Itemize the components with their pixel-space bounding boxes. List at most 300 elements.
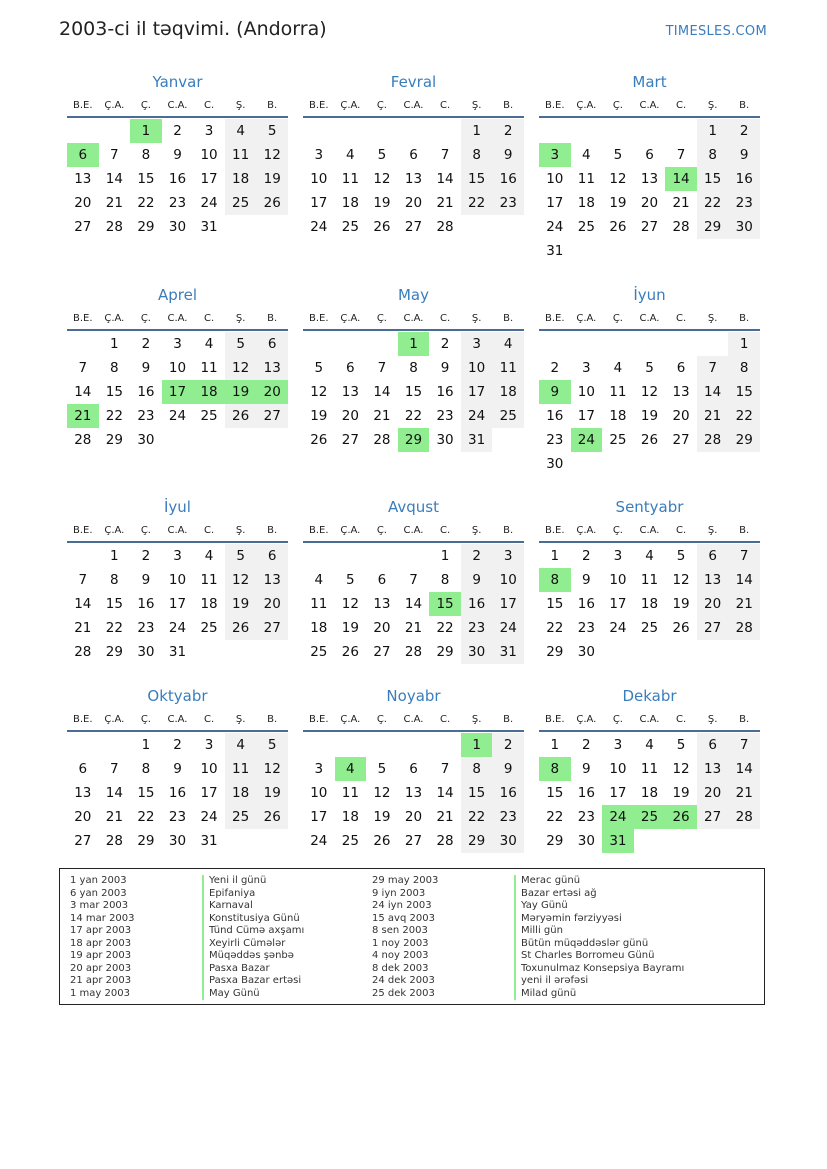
weekend-day-cell: 25 bbox=[225, 191, 257, 215]
day-cell: 10 bbox=[200, 761, 218, 777]
weekend-day-cell: 5 bbox=[256, 733, 288, 757]
weekday-label: B. bbox=[503, 313, 514, 324]
day-cell: 24 bbox=[168, 408, 187, 424]
weekend-day-cell: 23 bbox=[492, 805, 524, 829]
weekend-day-cell: 26 bbox=[256, 191, 288, 215]
weekend-day-cell: 10 bbox=[492, 568, 524, 592]
day-grid bbox=[67, 544, 288, 664]
legend-name-column bbox=[514, 875, 684, 1000]
weekend-day-cell: 30 bbox=[728, 215, 760, 239]
weekend-day-cell: 29 bbox=[461, 829, 493, 853]
weekday-label: Ç. bbox=[612, 313, 623, 324]
holiday-date: 19 apr 2003 bbox=[70, 950, 132, 961]
weekend-day-cell: 8 bbox=[461, 757, 493, 781]
holiday-name: Konstitusiya Günü bbox=[209, 912, 300, 924]
holiday-name: Bütün müqəddəslər günü bbox=[521, 937, 649, 949]
day-cell: 28 bbox=[74, 432, 92, 448]
day-cell: 6 bbox=[377, 572, 387, 588]
holiday-date: 29 may 2003 bbox=[372, 875, 439, 886]
day-cell: 13 bbox=[373, 596, 391, 612]
day-cell: 18 bbox=[640, 785, 659, 801]
day-cell: 17 bbox=[200, 171, 218, 187]
weekend-day-cell: 21 bbox=[697, 404, 729, 428]
weekend-day-cell: 6 bbox=[697, 544, 729, 568]
weekend-day-cell: 2 bbox=[492, 733, 524, 757]
empty-cell bbox=[398, 119, 430, 143]
day-cell: 2 bbox=[141, 548, 151, 564]
day-cell: 20 bbox=[74, 195, 92, 211]
weekend-day-cell: 7 bbox=[697, 356, 729, 380]
weekend-day-cell: 22 bbox=[461, 191, 493, 215]
day-cell: 29 bbox=[137, 219, 155, 235]
day-cell: 4 bbox=[346, 147, 355, 163]
day-cell: 10 bbox=[168, 572, 187, 588]
weekend-day-cell: 9 bbox=[492, 757, 524, 781]
weekday-label: C. bbox=[675, 714, 687, 725]
weekend-day-cell: 1 bbox=[461, 119, 493, 143]
month-name: Avqust bbox=[388, 498, 439, 516]
weekday-label: C.A. bbox=[403, 714, 424, 725]
weekday-label: B.E. bbox=[73, 313, 93, 324]
day-cell: 22 bbox=[137, 809, 155, 825]
weekend-day-cell: 16 bbox=[728, 167, 760, 191]
day-cell: 26 bbox=[341, 644, 359, 660]
legend-date-column bbox=[372, 875, 438, 1000]
weekday-label: Ş. bbox=[235, 714, 246, 725]
weekday-label: Ç.A. bbox=[104, 714, 125, 725]
weekend-day-cell: 8 bbox=[728, 356, 760, 380]
weekend-day-cell: 25 bbox=[225, 805, 257, 829]
holiday-name: May Günü bbox=[209, 987, 260, 999]
weekend-day-cell: 3 bbox=[492, 544, 524, 568]
weekday-label: B.E. bbox=[73, 100, 93, 111]
day-cell: 10 bbox=[546, 171, 564, 187]
day-cell: 10 bbox=[310, 171, 328, 187]
month-calendar bbox=[539, 684, 760, 853]
day-cell: 1 bbox=[550, 737, 560, 753]
empty-cell bbox=[398, 544, 430, 568]
month-calendar bbox=[303, 283, 524, 476]
empty-cell bbox=[335, 332, 367, 356]
empty-cell bbox=[67, 119, 99, 143]
day-grid bbox=[67, 733, 288, 853]
empty-cell bbox=[665, 119, 697, 143]
day-cell: 10 bbox=[310, 785, 328, 801]
day-cell: 2 bbox=[582, 548, 591, 564]
day-cell: 31 bbox=[168, 644, 187, 660]
weekend-day-cell: 4 bbox=[225, 119, 257, 143]
holiday-date: 21 apr 2003 bbox=[70, 975, 132, 986]
empty-cell bbox=[366, 544, 398, 568]
holiday-day-cell: 29 bbox=[398, 428, 430, 452]
weekend-day-cell: 12 bbox=[225, 356, 257, 380]
day-cell: 21 bbox=[105, 195, 123, 211]
weekend-day-cell: 27 bbox=[697, 616, 729, 640]
holiday-name: Karnaval bbox=[209, 900, 253, 911]
day-cell: 19 bbox=[341, 620, 359, 636]
weekend-day-cell: 7 bbox=[728, 733, 760, 757]
holiday-name: Yay Günü bbox=[521, 900, 568, 911]
day-cell: 4 bbox=[613, 360, 623, 376]
day-cell: 11 bbox=[341, 171, 359, 187]
day-cell: 21 bbox=[404, 620, 423, 636]
day-cell: 22 bbox=[404, 408, 423, 424]
weekday-label: Ş. bbox=[707, 100, 718, 111]
day-cell: 26 bbox=[373, 833, 391, 849]
month-name: Yanvar bbox=[152, 73, 203, 91]
weekend-day-cell: 13 bbox=[697, 568, 729, 592]
day-cell: 8 bbox=[110, 572, 119, 588]
weekday-label: C. bbox=[203, 714, 215, 725]
day-cell: 1 bbox=[110, 548, 119, 564]
month-name: Sentyabr bbox=[615, 498, 684, 516]
holiday-date: 1 yan 2003 bbox=[70, 875, 127, 886]
empty-cell bbox=[602, 119, 634, 143]
weekday-label: B.E. bbox=[545, 313, 565, 324]
day-cell: 1 bbox=[141, 737, 151, 753]
day-cell: 2 bbox=[440, 336, 450, 352]
month-name: Dekabr bbox=[622, 687, 677, 705]
weekend-day-cell: 9 bbox=[728, 143, 760, 167]
day-cell: 7 bbox=[440, 147, 450, 163]
weekday-label: Ç. bbox=[140, 525, 151, 536]
day-cell: 16 bbox=[168, 171, 187, 187]
day-cell: 21 bbox=[436, 195, 454, 211]
month-name: Mart bbox=[632, 73, 667, 91]
day-cell: 23 bbox=[577, 620, 595, 636]
day-cell: 29 bbox=[546, 644, 564, 660]
day-cell: 18 bbox=[640, 596, 659, 612]
day-cell: 2 bbox=[141, 336, 151, 352]
day-cell: 9 bbox=[440, 360, 450, 376]
day-cell: 28 bbox=[105, 219, 123, 235]
weekday-label: B.E. bbox=[73, 714, 93, 725]
day-cell: 27 bbox=[404, 833, 423, 849]
weekend-day-cell: 8 bbox=[697, 143, 729, 167]
weekday-label: Ç.A. bbox=[340, 714, 361, 725]
day-cell: 12 bbox=[640, 384, 659, 400]
month-row bbox=[67, 495, 760, 664]
month-row bbox=[67, 684, 760, 853]
day-cell: 17 bbox=[546, 195, 564, 211]
day-cell: 7 bbox=[440, 761, 450, 777]
weekday-label: C.A. bbox=[403, 100, 424, 111]
day-grid bbox=[303, 733, 524, 853]
holiday-date: 14 mar 2003 bbox=[70, 912, 135, 924]
day-cell: 10 bbox=[200, 147, 218, 163]
day-cell: 14 bbox=[436, 785, 454, 801]
weekend-day-cell: 22 bbox=[461, 805, 493, 829]
weekday-label: B. bbox=[739, 313, 750, 324]
holiday-day-cell: 31 bbox=[602, 829, 634, 853]
day-cell: 30 bbox=[546, 456, 564, 472]
day-cell: 14 bbox=[436, 171, 454, 187]
holiday-day-cell: 8 bbox=[539, 757, 571, 781]
weekend-day-cell: 27 bbox=[256, 616, 288, 640]
holiday-day-cell: 26 bbox=[665, 805, 697, 829]
day-cell: 15 bbox=[546, 596, 564, 612]
weekend-day-cell: 27 bbox=[256, 404, 288, 428]
empty-cell bbox=[602, 332, 634, 356]
day-cell: 11 bbox=[200, 360, 218, 376]
weekday-label: C. bbox=[439, 525, 451, 536]
weekend-day-cell: 14 bbox=[728, 568, 760, 592]
day-cell: 30 bbox=[168, 833, 187, 849]
weekday-label: C. bbox=[203, 313, 215, 324]
weekday-header bbox=[303, 309, 524, 331]
day-cell: 6 bbox=[346, 360, 355, 376]
brand-link[interactable]: TIMESLES.COM bbox=[665, 24, 767, 39]
weekday-label: Ş. bbox=[471, 525, 482, 536]
holiday-date: 3 mar 2003 bbox=[70, 900, 129, 911]
day-cell: 8 bbox=[141, 147, 151, 163]
day-cell: 23 bbox=[168, 809, 187, 825]
weekend-day-cell: 29 bbox=[697, 215, 729, 239]
day-cell: 20 bbox=[74, 809, 92, 825]
weekend-day-cell: 23 bbox=[492, 191, 524, 215]
holiday-day-cell: 25 bbox=[634, 805, 666, 829]
weekend-day-cell: 31 bbox=[492, 640, 524, 664]
day-cell: 11 bbox=[640, 572, 659, 588]
day-cell: 14 bbox=[74, 596, 92, 612]
weekend-day-cell: 20 bbox=[697, 592, 729, 616]
weekday-label: Ç.A. bbox=[340, 525, 361, 536]
month-name: Oktyabr bbox=[147, 687, 208, 705]
weekend-day-cell: 11 bbox=[225, 143, 257, 167]
day-cell: 18 bbox=[200, 596, 218, 612]
day-cell: 7 bbox=[377, 360, 387, 376]
day-cell: 13 bbox=[341, 384, 359, 400]
holiday-name: Xeyirli Cümələr bbox=[209, 937, 286, 949]
day-cell: 21 bbox=[373, 408, 391, 424]
empty-cell bbox=[571, 332, 603, 356]
holiday-day-cell: 15 bbox=[429, 592, 461, 616]
day-cell: 16 bbox=[577, 596, 595, 612]
month-calendar bbox=[67, 495, 288, 664]
weekday-label: C. bbox=[675, 100, 687, 111]
empty-cell bbox=[303, 544, 335, 568]
day-cell: 26 bbox=[609, 219, 627, 235]
day-grid bbox=[303, 119, 524, 239]
day-cell: 5 bbox=[314, 360, 324, 376]
weekday-label: B.E. bbox=[309, 313, 329, 324]
weekend-day-cell: 19 bbox=[256, 167, 288, 191]
holiday-date: 17 apr 2003 bbox=[70, 925, 132, 936]
empty-cell bbox=[335, 544, 367, 568]
day-cell: 20 bbox=[341, 408, 359, 424]
month-name: May bbox=[397, 286, 429, 304]
holiday-date: 9 iyn 2003 bbox=[372, 887, 426, 899]
day-cell: 23 bbox=[577, 809, 595, 825]
day-cell: 31 bbox=[200, 833, 218, 849]
day-cell: 6 bbox=[645, 147, 654, 163]
holiday-day-cell: 8 bbox=[539, 568, 571, 592]
day-cell: 13 bbox=[404, 785, 423, 801]
day-cell: 21 bbox=[436, 809, 454, 825]
day-cell: 24 bbox=[310, 833, 328, 849]
day-cell: 14 bbox=[105, 171, 123, 187]
day-cell: 3 bbox=[204, 737, 214, 753]
weekday-label: Ç. bbox=[376, 714, 387, 725]
holiday-date: 1 noy 2003 bbox=[372, 937, 429, 949]
day-cell: 23 bbox=[137, 620, 155, 636]
holiday-day-cell: 19 bbox=[225, 380, 257, 404]
weekend-day-cell: 15 bbox=[728, 380, 760, 404]
weekend-day-cell: 6 bbox=[256, 544, 288, 568]
weekday-header bbox=[67, 309, 288, 331]
day-cell: 8 bbox=[110, 360, 119, 376]
weekend-day-cell: 26 bbox=[225, 404, 257, 428]
month-name: Aprel bbox=[157, 286, 198, 304]
day-cell: 12 bbox=[341, 596, 359, 612]
weekend-day-cell: 31 bbox=[461, 428, 493, 452]
day-cell: 20 bbox=[404, 195, 423, 211]
weekday-label: Ş. bbox=[471, 100, 482, 111]
day-cell: 8 bbox=[409, 360, 418, 376]
day-grid bbox=[67, 332, 288, 452]
weekday-label: Ç.A. bbox=[104, 313, 125, 324]
weekday-label: Ç.A. bbox=[104, 525, 125, 536]
day-cell: 13 bbox=[404, 171, 423, 187]
holiday-day-cell: 20 bbox=[256, 380, 288, 404]
month-name: İyul bbox=[164, 498, 191, 516]
day-cell: 3 bbox=[204, 123, 214, 139]
day-grid bbox=[539, 119, 760, 263]
day-cell: 27 bbox=[74, 219, 92, 235]
holiday-date: 8 dek 2003 bbox=[372, 962, 429, 974]
weekend-day-cell: 13 bbox=[256, 356, 288, 380]
holiday-name: Merac günü bbox=[521, 875, 581, 886]
weekday-label: Ş. bbox=[471, 714, 482, 725]
day-cell: 31 bbox=[200, 219, 218, 235]
day-cell: 6 bbox=[409, 761, 418, 777]
weekday-label: B.E. bbox=[73, 525, 93, 536]
weekend-day-cell: 30 bbox=[461, 640, 493, 664]
holiday-day-cell: 6 bbox=[67, 143, 99, 167]
day-cell: 26 bbox=[672, 620, 690, 636]
holiday-date: 24 dek 2003 bbox=[372, 975, 435, 986]
weekday-label: B.E. bbox=[545, 100, 565, 111]
day-cell: 10 bbox=[609, 761, 627, 777]
day-cell: 2 bbox=[550, 360, 560, 376]
weekend-day-cell: 2 bbox=[461, 544, 493, 568]
weekday-label: C.A. bbox=[167, 313, 188, 324]
day-cell: 20 bbox=[404, 809, 423, 825]
weekday-label: C. bbox=[439, 313, 451, 324]
weekday-label: C.A. bbox=[403, 313, 424, 324]
day-cell: 15 bbox=[137, 785, 155, 801]
empty-cell bbox=[335, 119, 367, 143]
weekday-label: Ş. bbox=[707, 714, 718, 725]
weekend-day-cell: 3 bbox=[461, 332, 493, 356]
month-row bbox=[67, 283, 760, 476]
empty-cell bbox=[335, 733, 367, 757]
weekday-label: Ç.A. bbox=[104, 100, 125, 111]
weekday-label: C.A. bbox=[639, 100, 660, 111]
day-cell: 26 bbox=[640, 432, 659, 448]
weekend-day-cell: 6 bbox=[256, 332, 288, 356]
weekend-day-cell: 28 bbox=[728, 805, 760, 829]
weekday-label: C. bbox=[203, 525, 215, 536]
day-cell: 20 bbox=[640, 195, 659, 211]
weekend-day-cell: 28 bbox=[728, 616, 760, 640]
day-cell: 13 bbox=[74, 785, 92, 801]
day-cell: 28 bbox=[105, 833, 123, 849]
day-cell: 26 bbox=[310, 432, 328, 448]
empty-cell bbox=[67, 733, 99, 757]
weekend-day-cell: 19 bbox=[256, 781, 288, 805]
weekend-day-cell: 26 bbox=[256, 805, 288, 829]
weekday-label: C.A. bbox=[639, 525, 660, 536]
day-cell: 5 bbox=[377, 761, 387, 777]
day-cell: 19 bbox=[640, 408, 659, 424]
holiday-name: Pasxa Bazar ertəsi bbox=[209, 975, 302, 986]
day-cell: 3 bbox=[314, 761, 324, 777]
weekend-day-cell: 5 bbox=[256, 119, 288, 143]
weekend-day-cell: 14 bbox=[728, 757, 760, 781]
holiday-date: 1 may 2003 bbox=[70, 987, 130, 999]
day-cell: 19 bbox=[672, 596, 690, 612]
weekend-day-cell: 18 bbox=[225, 167, 257, 191]
day-grid bbox=[303, 332, 524, 452]
holiday-date: 15 avq 2003 bbox=[372, 912, 435, 924]
day-cell: 17 bbox=[200, 785, 218, 801]
day-cell: 25 bbox=[577, 219, 595, 235]
empty-cell bbox=[366, 119, 398, 143]
day-cell: 24 bbox=[310, 219, 328, 235]
weekend-day-cell: 21 bbox=[728, 592, 760, 616]
weekend-day-cell: 26 bbox=[225, 616, 257, 640]
weekday-label: C. bbox=[675, 313, 687, 324]
day-cell: 4 bbox=[204, 548, 214, 564]
month-calendar bbox=[303, 70, 524, 263]
weekend-day-cell: 13 bbox=[697, 757, 729, 781]
month-calendar bbox=[303, 684, 524, 853]
weekend-day-cell: 5 bbox=[225, 332, 257, 356]
holiday-day-cell: 24 bbox=[602, 805, 634, 829]
holiday-date: 25 dek 2003 bbox=[372, 987, 435, 999]
empty-cell bbox=[539, 119, 571, 143]
day-grid bbox=[303, 544, 524, 664]
weekday-label: Ç. bbox=[140, 100, 151, 111]
month-calendar bbox=[67, 70, 288, 263]
empty-cell bbox=[697, 332, 729, 356]
holiday-date: 24 iyn 2003 bbox=[372, 900, 432, 911]
day-cell: 22 bbox=[105, 620, 123, 636]
holiday-date: 18 apr 2003 bbox=[70, 937, 132, 949]
weekday-header bbox=[539, 309, 760, 331]
weekday-header bbox=[303, 96, 524, 118]
day-cell: 27 bbox=[672, 432, 690, 448]
day-cell: 13 bbox=[74, 171, 92, 187]
weekday-label: Ç. bbox=[612, 714, 623, 725]
day-cell: 2 bbox=[173, 123, 182, 139]
day-cell: 1 bbox=[110, 336, 119, 352]
day-cell: 19 bbox=[373, 195, 391, 211]
day-cell: 11 bbox=[341, 785, 359, 801]
day-cell: 24 bbox=[609, 620, 627, 636]
weekday-label: Ş. bbox=[235, 525, 246, 536]
day-cell: 13 bbox=[640, 171, 659, 187]
weekend-day-cell: 20 bbox=[697, 781, 729, 805]
weekday-label: B. bbox=[503, 525, 514, 536]
empty-cell bbox=[366, 733, 398, 757]
weekend-day-cell: 16 bbox=[461, 592, 493, 616]
day-cell: 7 bbox=[78, 360, 88, 376]
day-grid bbox=[67, 119, 288, 239]
month-calendar bbox=[303, 495, 524, 664]
weekday-label: B.E. bbox=[309, 714, 329, 725]
